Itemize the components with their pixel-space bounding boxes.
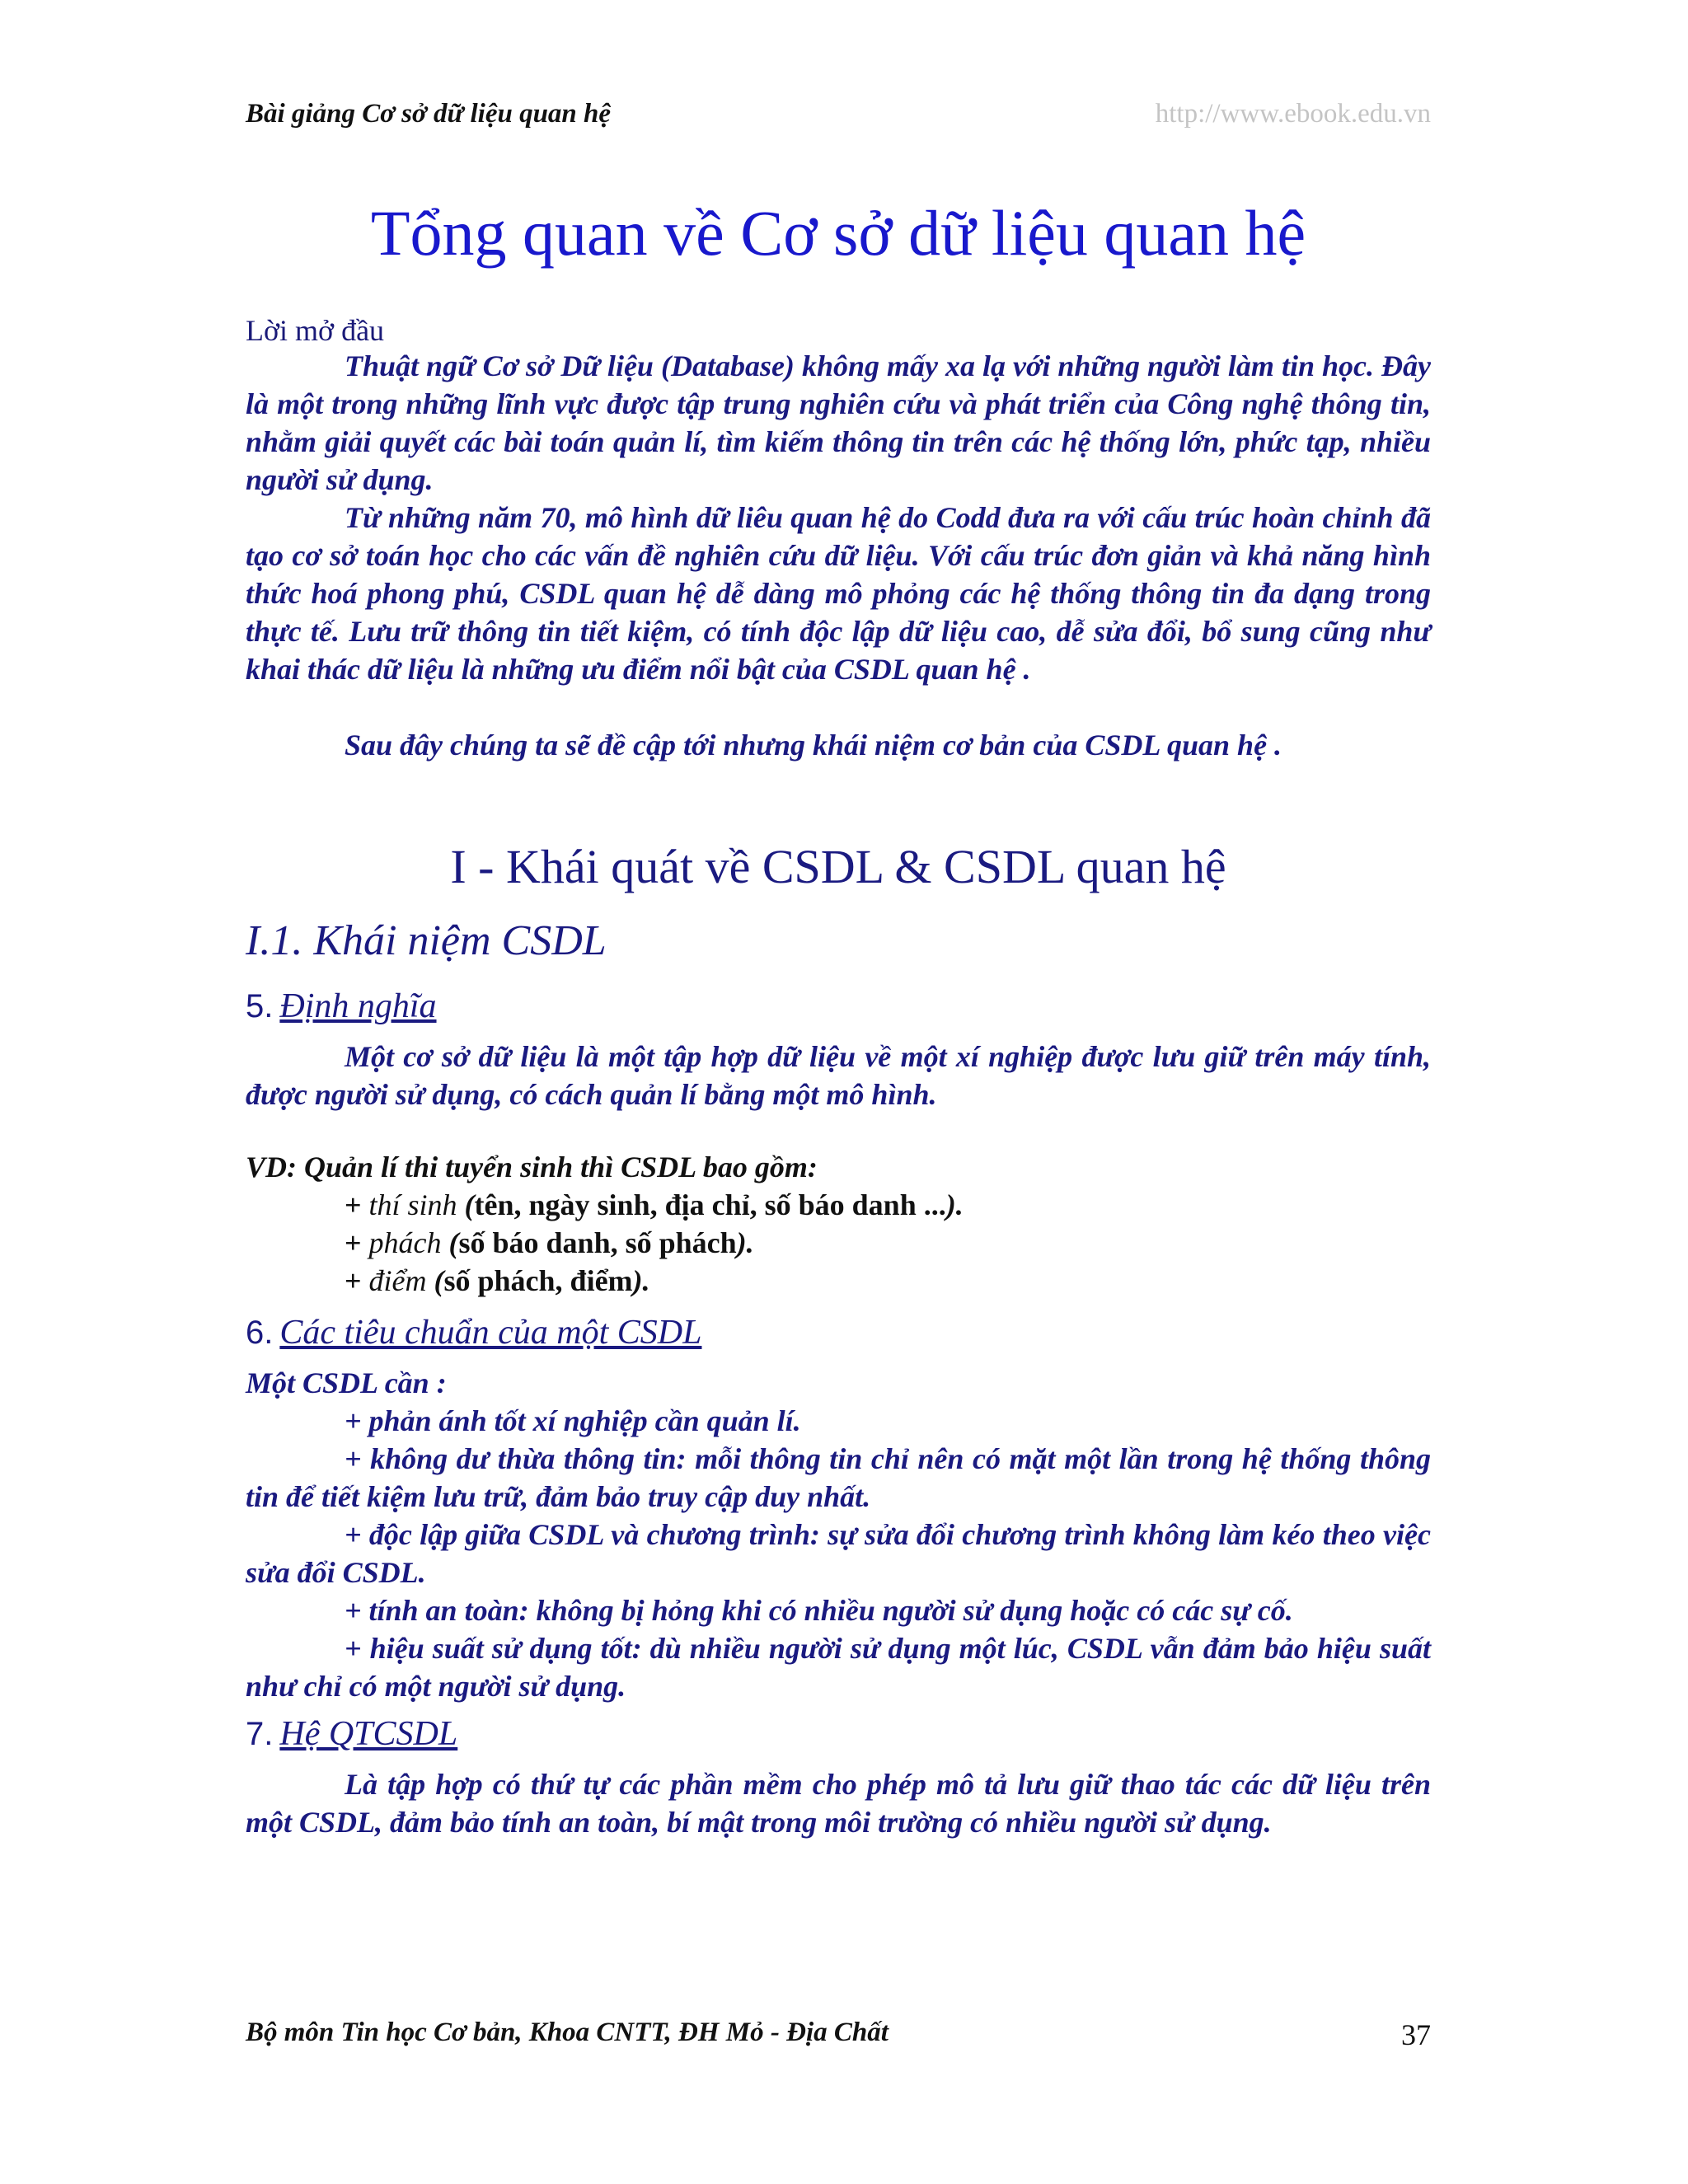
intro-label: Lời mở đầu xyxy=(246,314,385,347)
section-title: I - Khái quát về CSDL & CSDL quan hệ xyxy=(450,840,1226,893)
heading-text: Các tiêu chuẩn của một CSDL xyxy=(279,1314,702,1352)
header-url: http://www.ebook.edu.vn xyxy=(1155,99,1431,129)
heading-number: 6. xyxy=(246,1315,274,1351)
heading-text: Định nghĩa xyxy=(279,987,437,1025)
example-open: ( xyxy=(457,1188,475,1221)
subsection-title: I.1. Khái niệm CSDL xyxy=(246,917,607,964)
header-course-title: Bài giảng Cơ sở dữ liệu quan hệ xyxy=(246,99,612,129)
example-entity: thí sinh xyxy=(368,1188,457,1221)
example-close: ). xyxy=(736,1226,754,1259)
example-close: ). xyxy=(632,1264,650,1297)
intro-paragraph-2: Từ những năm 70, mô hình dữ liêu quan hệ do Codd đưa ra với cấu trúc hoàn chỉnh đã tạo cơ sở toán học cho các vấn đề nghiên cứu dữ liệu. Với cấu trúc đơn giản và khả năng hình thức hoá phong phú, CSDL quan hệ dễ dàng mô phỏng các hệ thống thông tin đa dạng trong thực tế. Lưu trữ thông tin tiết kiệm, có tính độc lập dữ liệu cao, dễ sửa đổi, bổ sung cũng như khai thác dữ liệu là những ưu điểm nổi bật của CSDL quan hệ . xyxy=(246,501,1431,686)
example-open: ( xyxy=(426,1264,444,1297)
heading-definition xyxy=(246,987,437,1026)
criteria-item: + hiệu suất sử dụng tốt: dù nhiều người sử dụng một lúc, CSDL vẫn đảm bảo hiệu suất như chỉ có một người sử dụng. xyxy=(246,1632,1431,1703)
page-title: Tổng quan về Cơ sở dữ liệu quan hệ xyxy=(370,197,1306,269)
example-line: VD: Quản lí thi tuyển sinh thì CSDL bao gồm: xyxy=(246,1151,818,1183)
example-plus: + xyxy=(345,1226,369,1259)
example-entity: phách xyxy=(368,1226,442,1259)
example-close: ). xyxy=(945,1188,964,1221)
example-attrs: số phách, điểm xyxy=(443,1264,633,1297)
footer-department: Bộ môn Tin học Cơ bản, Khoa CNTT, ĐH Mỏ - Địa Chất xyxy=(246,2018,889,2047)
page-number: 37 xyxy=(1401,2018,1431,2051)
example-item xyxy=(345,1226,754,1260)
dbms-paragraph: Là tập hợp có thứ tự các phần mềm cho phép mô tả lưu giữ thao tác các dữ liệu trên một CSDL, đảm bảo tính an toàn, bí mật trong môi trường có nhiều người sử dụng. xyxy=(246,1768,1431,1839)
definition-paragraph: Một cơ sở dữ liệu là một tập hợp dữ liệu về một xí nghiệp được lưu giữ trên máy tính, được người sử dụng, có cách quản lí bằng một mô hình. xyxy=(246,1040,1431,1111)
criteria-item: + không dư thừa thông tin: mỗi thông tin chỉ nên có mặt một lần trong hệ thống thông tin để tiết kiệm lưu trữ, đảm bảo truy cập duy nhất. xyxy=(246,1442,1431,1513)
criteria-lead: Một CSDL cần : xyxy=(246,1366,447,1399)
criteria-item: + độc lập giữa CSDL và chương trình: sự sửa đổi chương trình không làm kéo theo việc sửa đổi CSDL. xyxy=(246,1518,1431,1589)
example-entity: điểm xyxy=(368,1264,427,1297)
criteria-item: + tính an toàn: không bị hỏng khi có nhiều người sử dụng hoặc có các sự cố. xyxy=(345,1594,1293,1627)
example-item xyxy=(345,1263,650,1298)
heading-criteria xyxy=(246,1313,701,1352)
heading-text: Hệ QTCSDL xyxy=(279,1715,458,1753)
criteria-item: + phản ánh tốt xí nghiệp cần quản lí. xyxy=(345,1404,801,1437)
heading-number: 5. xyxy=(246,988,274,1024)
example-attrs: tên, ngày sinh, địa chỉ, số báo danh ... xyxy=(474,1188,946,1221)
example-attrs: số báo danh, số phách xyxy=(458,1226,737,1259)
example-item xyxy=(345,1188,964,1222)
heading-dbms xyxy=(246,1714,457,1754)
intro-paragraph-1: Thuật ngữ Cơ sở Dữ liệu (Database) không mấy xa lạ với những người làm tin học. Đây là một trong những lĩnh vực được tập trung nghiên cứu và phát triển của Công nghệ thông tin, nhằm giải quyết các bài toán quản lí, tìm kiếm thông tin trên các hệ thống lớn, phức tạp, nhiều người sử dụng. xyxy=(246,349,1431,496)
example-plus: + xyxy=(345,1188,369,1221)
intro-paragraph-3: Sau đây chúng ta sẽ đề cập tới nhưng khái niệm cơ bản của CSDL quan hệ . xyxy=(345,729,1282,762)
example-plus: + xyxy=(345,1264,369,1297)
example-open: ( xyxy=(441,1226,459,1259)
heading-number: 7. xyxy=(246,1716,274,1752)
